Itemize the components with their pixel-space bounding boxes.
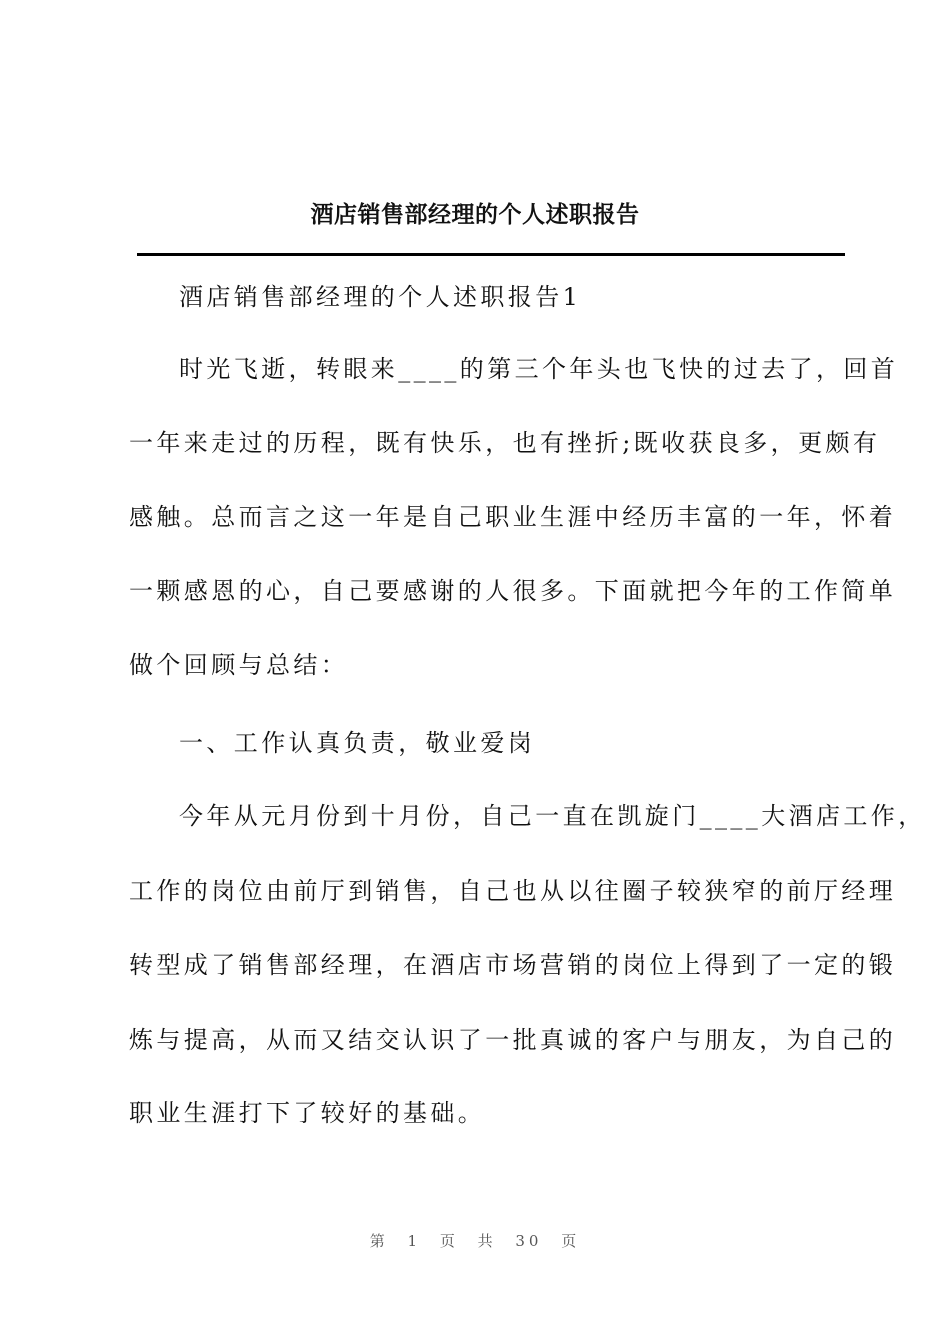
paragraph-line: 转型成了销售部经理，在酒店市场营销的岗位上得到了一定的锻 [129,951,897,979]
section-heading: 酒店销售部经理的个人述职报告1 [179,283,582,311]
title-divider [137,253,845,256]
paragraph-line: 做个回顾与总结： [129,651,349,679]
paragraph-line: 炼与提高，从而又结交认识了一批真诚的客户与朋友，为自己的 [129,1026,897,1054]
document-title: 酒店销售部经理的个人述职报告 [310,201,640,228]
paragraph-line: 职业生涯打下了较好的基础。 [129,1099,486,1127]
subsection-heading: 一、工作认真负责，敬业爱岗 [179,729,536,757]
paragraph-line: 时光飞逝，转眼来____的第三个年头也飞快的过去了，回首 [179,355,899,383]
paragraph-line: 今年从元月份到十月份，自己一直在凯旋门____大酒店工作， [179,802,926,830]
paragraph-line: 工作的岗位由前厅到销售，自己也从以往圈子较狭窄的前厅经理 [129,877,897,905]
paragraph-line: 一颗感恩的心，自己要感谢的人很多。下面就把今年的工作简单 [129,577,897,605]
paragraph-line: 感触。总而言之这一年是自己职业生涯中经历丰富的一年，怀着 [129,503,897,531]
page-footer: 第 1 页 共 30 页 [369,1232,581,1250]
paragraph-line: 一年来走过的历程，既有快乐，也有挫折;既收获良多，更颇有 [129,429,881,457]
